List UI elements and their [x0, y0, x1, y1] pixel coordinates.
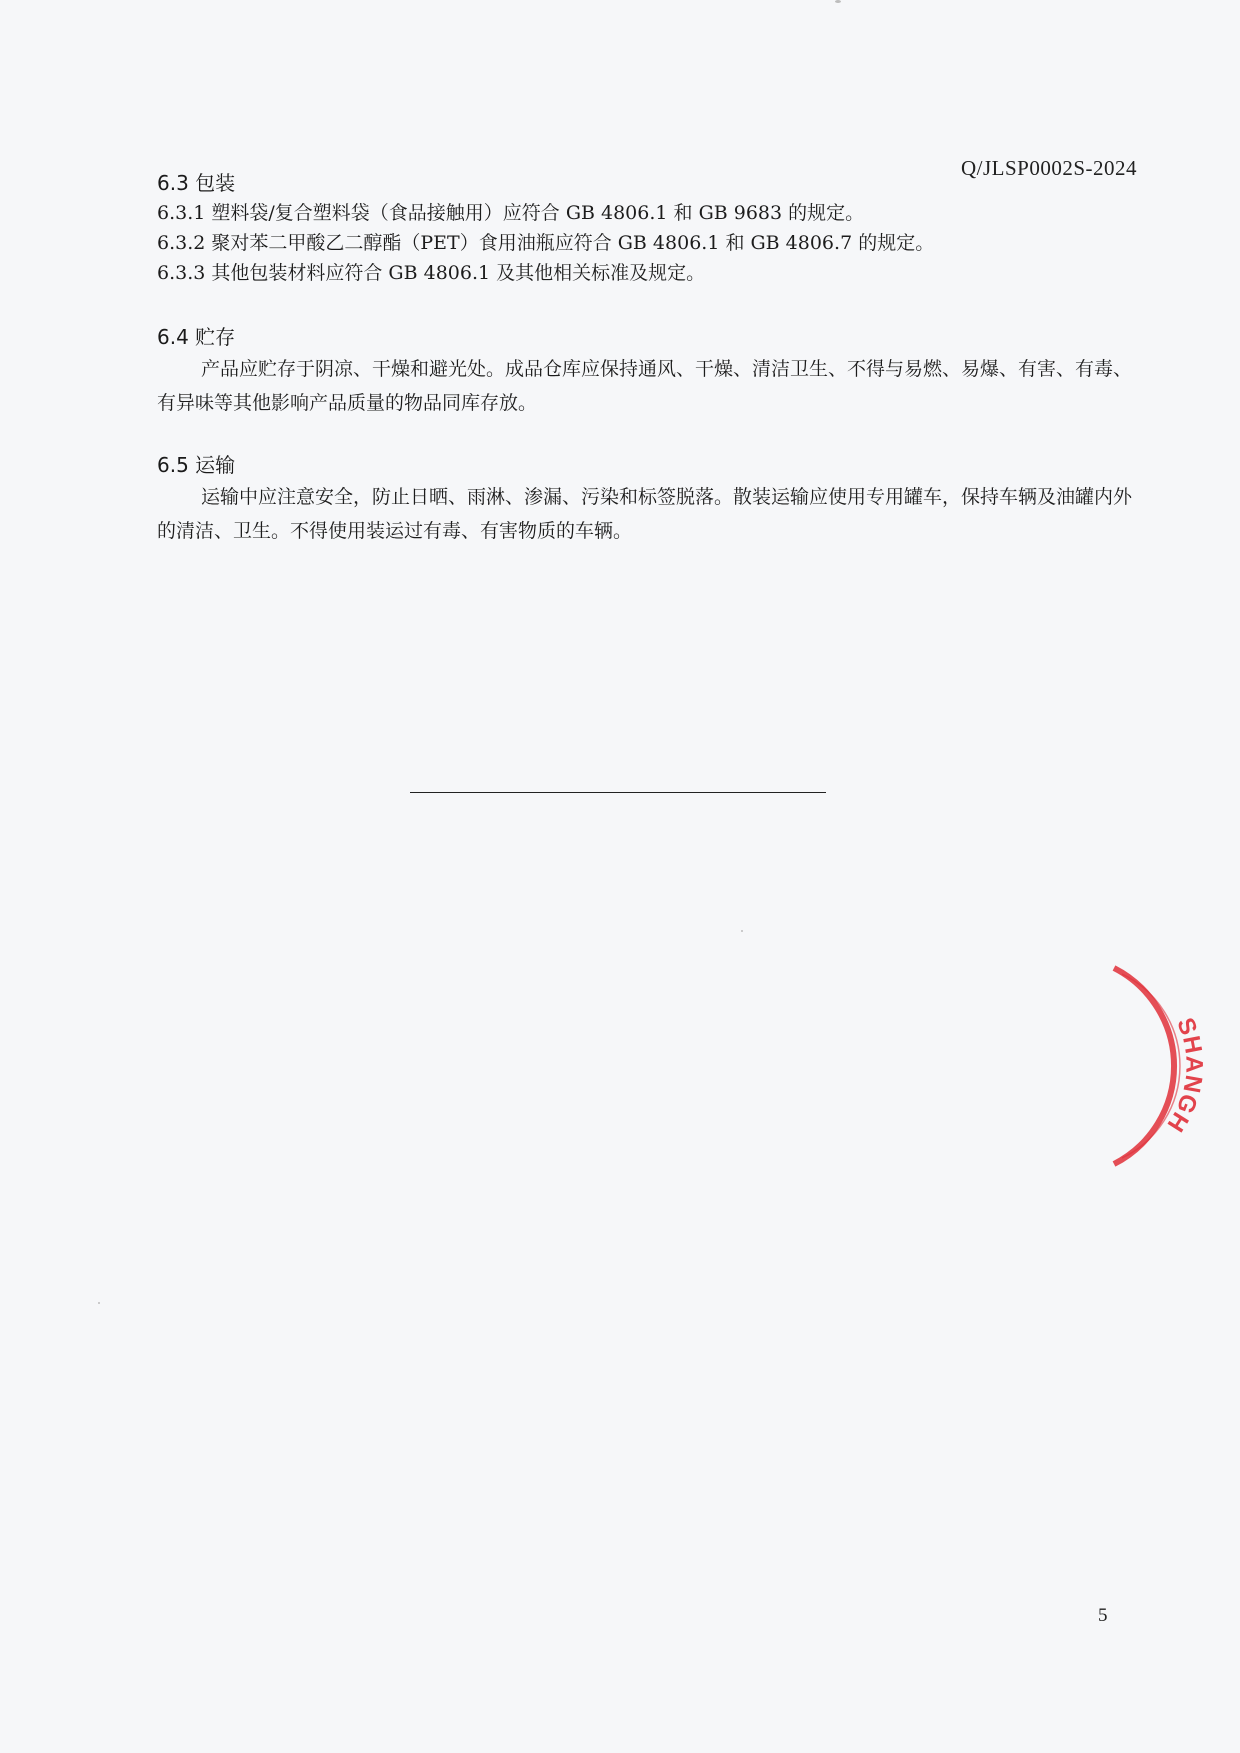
page-number: 5	[1098, 1605, 1108, 1626]
section-transport	[157, 450, 1132, 548]
section-packaging	[157, 168, 1132, 288]
section-spacer	[157, 288, 1132, 322]
scan-speck	[835, 0, 841, 3]
section-storage	[157, 322, 1132, 420]
document-body	[157, 168, 1132, 548]
section-title-transport: 6.5 运输	[157, 453, 236, 477]
document-code: Q/JLSP0002S-2024	[960, 156, 1137, 180]
end-of-document-rule	[410, 792, 826, 793]
clause-6-3-1: 6.3.1 塑料袋/复合塑料袋（食品接触用）应符合 GB 4806.1 和 GB 9683 的规定。	[157, 202, 865, 224]
clause-6-3-2: 6.3.2 聚对苯二甲酸乙二醇酯（PET）食用油瓶应符合 GB 4806.1 和 GB 4806.7 的规定。	[157, 232, 935, 254]
transport-paragraph: 运输中应注意安全，防止日晒、雨淋、渗漏、污染和标签脱落。散装运输应使用专用罐车，保持车辆及油罐内外的清洁、卫生。不得使用装运过有毒、有害物质的车辆。	[157, 486, 1133, 542]
scan-speck	[98, 1302, 100, 1304]
section-spacer	[157, 420, 1132, 450]
scan-speck	[741, 930, 743, 932]
seal-text: SHANGH	[1161, 1014, 1208, 1138]
storage-paragraph: 产品应贮存于阴凉、干燥和避光处。成品仓库应保持通风、干燥、清洁卫生、不得与易燃、易爆、有害、有毒、有异味等其他影响产品质量的物品同库存放。	[157, 358, 1133, 414]
clause-6-3-3: 6.3.3 其他包装材料应符合 GB 4806.1 及其他相关标准及规定。	[157, 262, 706, 284]
section-title-storage: 6.4 贮存	[157, 325, 236, 349]
company-seal-stamp	[1100, 960, 1240, 1180]
section-title-packaging: 6.3 包装	[157, 171, 236, 195]
